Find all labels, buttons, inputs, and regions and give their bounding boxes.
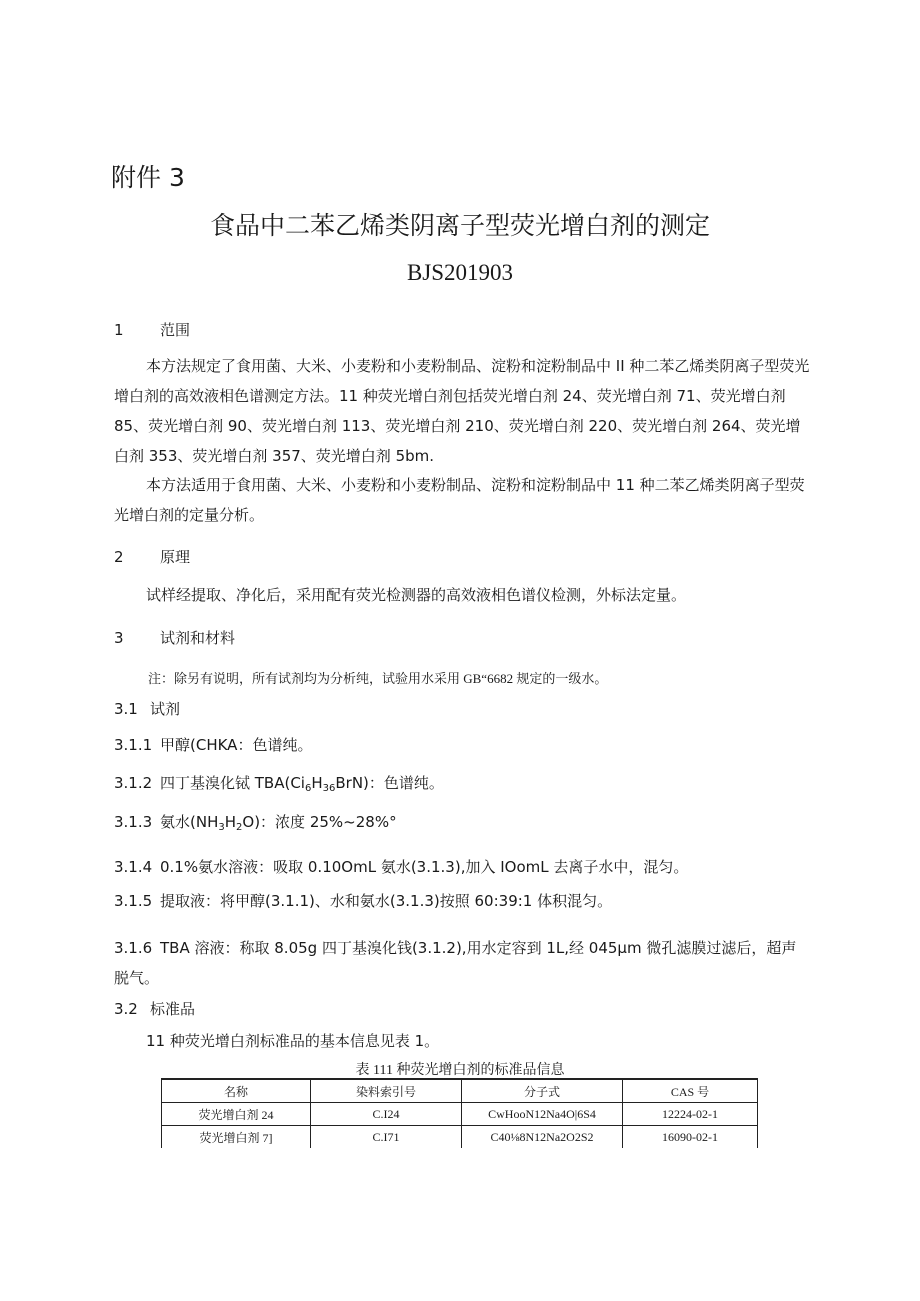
- section-title: 试剂: [150, 700, 181, 718]
- cell-name: 荧光增白剂 24: [162, 1103, 311, 1126]
- cell-name: 荧光增白剂 7]: [162, 1126, 311, 1149]
- section-title: 标准品: [150, 1000, 196, 1018]
- header-cas: CAS 号: [623, 1079, 758, 1103]
- table-row: [162, 1126, 758, 1149]
- item-text: 四丁基溴化铽 $TBA(Ci_6H_{36}BrN)$：色谱纯。: [160, 774, 444, 794]
- section-number: 3.1: [114, 700, 138, 718]
- section-title: 原理: [160, 548, 191, 566]
- section-2-paragraph: [114, 580, 814, 610]
- item-3-1-5: [114, 890, 612, 911]
- item-number: 3.1.1: [114, 736, 153, 754]
- section-2-heading: [114, 546, 190, 567]
- item-text: 提取液：将甲醇(3.1.1)、水和氨水(3.1.3)按照 60:39:1 体积混匀。: [160, 892, 613, 910]
- item-text: 氨水$(NH_3H_2O)$：浓度 25%~28%°: [160, 813, 397, 833]
- item-3-1-3: [114, 811, 397, 833]
- item-number: 3.1.6: [114, 939, 153, 957]
- section-number: 3.2: [114, 1000, 138, 1018]
- header-formula: 分子式: [462, 1079, 623, 1103]
- item-3-1-6: [114, 933, 804, 993]
- item-text: 0.1%氨水溶液：吸取 0.10OmL 氨水(3.1.3),加入 IOomL 去离子水中，混匀。: [160, 858, 689, 876]
- section-3-note: 注：除另有说明，所有试剂均为分析纯，试验用水采用 GB“6682 规定的一级水。: [148, 671, 608, 686]
- item-number: 3.1.3: [114, 813, 153, 831]
- section-title: 范围: [160, 321, 191, 339]
- section-number: 3: [114, 629, 124, 647]
- section-1-paragraph-2: [114, 470, 814, 530]
- section-title: 试剂和材料: [160, 629, 236, 647]
- item-text: 甲醇(CHKA：色谱纯。: [160, 736, 313, 754]
- header-name: 名称: [162, 1079, 311, 1103]
- item-number: 3.1.5: [114, 892, 153, 910]
- section-1-paragraph-1: [114, 351, 814, 471]
- item-text: TBA 溶液：称取 8.05g 四丁基溴化钱(3.1.2),用水定容到 1L,经 045μm 微孔滤膜过滤后，超声脱气。: [114, 939, 797, 987]
- item-3-1-4: [114, 856, 688, 877]
- paragraph-text: 试样经提取、净化后，采用配有荧光检测器的高效液相色谱仪检测，外标法定量。: [146, 586, 687, 604]
- standards-table: [161, 1078, 758, 1148]
- item-3-1-2: [114, 772, 444, 794]
- table-header-row: [162, 1079, 758, 1103]
- item-number: 3.1.2: [114, 774, 153, 792]
- cell-color-index: C.I71: [311, 1126, 462, 1149]
- section-3-heading: [114, 627, 235, 648]
- subsection-3-2-heading: [114, 998, 195, 1019]
- subsection-3-1-heading: [114, 698, 180, 719]
- table-caption: 表 111 种荧光增白剂的标准品信息: [355, 1063, 565, 1078]
- cell-color-index: C.I24: [311, 1103, 462, 1126]
- header-color-index: 染料索引号: [311, 1079, 462, 1103]
- item-3-1-1: [114, 734, 312, 755]
- table-row: [162, 1103, 758, 1126]
- cell-cas: 12224-02-1: [623, 1103, 758, 1126]
- item-number: 3.1.4: [114, 858, 153, 876]
- subsection-3-2-paragraph: 11 种荧光增白剂标准品的基本信息见表 1。: [146, 1032, 440, 1050]
- standard-code: BJS201903: [406, 260, 514, 285]
- paragraph-text: 本方法适用于食用菌、大米、小麦粉和小麦粉制品、淀粉和淀粉制品中 11 种二苯乙烯类阴离子型荧光增白剂的定量分析。: [114, 476, 805, 524]
- attachment-label: 附件 3: [111, 163, 185, 192]
- cell-formula: CwHooN12Na4O|6S4: [462, 1103, 623, 1126]
- cell-cas: 16090-02-1: [623, 1126, 758, 1149]
- cell-formula: C40⅛8N12Na2O2S2: [462, 1126, 623, 1149]
- section-1-heading: [114, 319, 190, 340]
- section-number: 2: [114, 548, 124, 566]
- paragraph-text: 本方法规定了食用菌、大米、小麦粉和小麦粉制品、淀粉和淀粉制品中 II 种二苯乙烯类阴离子型荧光增白剂的高效液相色谱测定方法。11 种荧光增白剂包括荧光增白剂 24、荧光增白剂 71、荧光增白剂 85、荧光增白剂 90、荧光增白剂 113、荧光增白剂 210、荧光增白剂 220、荧光增白剂 264、荧光增白剂 353、荧光增白剂 357、荧光增白剂 5bm.: [114, 357, 810, 465]
- document-title: 食品中二苯乙烯类阴离子型荧光增白剂的测定: [209, 211, 710, 240]
- section-number: 1: [114, 321, 124, 339]
